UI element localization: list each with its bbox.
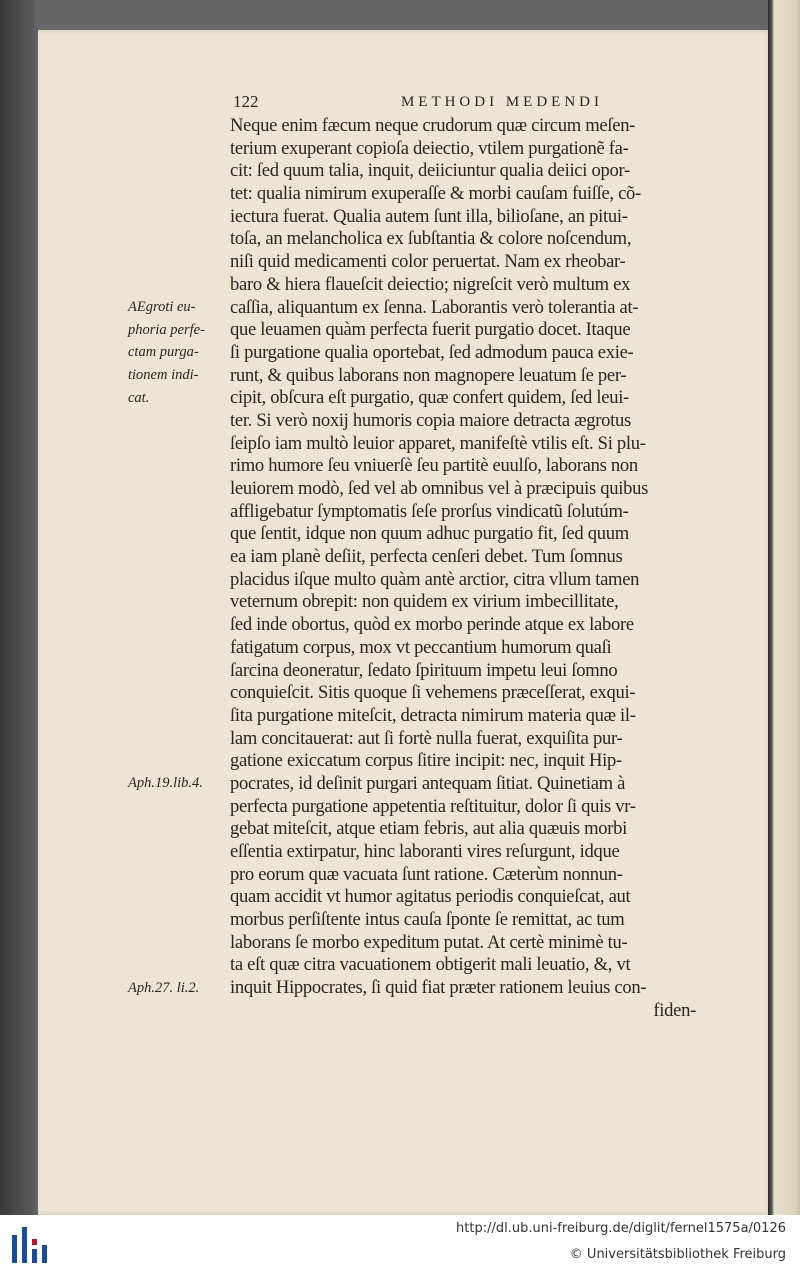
text-line: cipit, obſcura eſt purgatio, quæ confert quidem, ſed leui- bbox=[230, 387, 629, 409]
copyright-credit: © Universitätsbibliothek Freiburg bbox=[569, 1247, 786, 1262]
text-line: ſeipſo iam multò leuior apparet, manifeſtè vtilis eſt. Si plu- bbox=[230, 432, 646, 454]
body-text bbox=[230, 115, 700, 1023]
text-line: lam concitauerat: aut ſi fortè nulla fuerat, exquiſita pur- bbox=[230, 727, 623, 749]
margin-note-line: AEgroti eu- bbox=[128, 299, 196, 315]
text-line: niſi quid medicamenti color peruertat. Nam ex rheobar- bbox=[230, 251, 626, 273]
text-line: conquieſcit. Sitis quoque ſi vehemens præceſſerat, exqui- bbox=[230, 682, 636, 704]
margin-note-line: phoria perfe- bbox=[128, 321, 205, 338]
text-line: ſed inde obortus, quòd ex morbo perinde atque ex labore bbox=[230, 614, 634, 636]
footer-bar bbox=[0, 1215, 800, 1273]
text-line: ſita purgatione miteſcit, detracta nimirum materia quæ il- bbox=[230, 704, 636, 726]
text-line: que ſentit, idque non quum adhuc purgatio fit, ſed quum bbox=[230, 523, 629, 545]
text-line: cit: ſed quum talia, inquit, deiiciuntur qualia deiici opor- bbox=[230, 160, 630, 182]
text-line: eſſentia extirpatur, hinc laboranti vires reſurgunt, idque bbox=[230, 841, 620, 862]
margin-note-aph-27 bbox=[128, 977, 228, 1000]
text-line: veternum obrepit: non quidem ex virium imbecillitate, bbox=[230, 591, 619, 613]
text-line: toſa, an melancholica ex ſubſtantia & colore noſcendum, bbox=[230, 228, 632, 250]
margin-note-aegroti bbox=[128, 296, 228, 410]
text-line: affligebatur ſymptomatis ſeſe prorſus vindicatũ ſolutúm- bbox=[230, 500, 629, 522]
text-line: pro eorum quæ vacuata ſunt ratione. Cæterùm nonnun- bbox=[230, 863, 623, 885]
page-number: 122 bbox=[233, 92, 259, 111]
running-title: METHODI MEDENDI bbox=[400, 93, 603, 110]
text-line: perfecta purgatione appetentia reſtituitur, dolor ſi quis vr- bbox=[230, 795, 636, 817]
catchword: fiden- bbox=[653, 999, 696, 1021]
text-line: ea iam planè deſiit, perfecta cenſeri debet. Tum ſomnus bbox=[230, 546, 623, 568]
page-header bbox=[233, 90, 703, 114]
text-line: runt, & quibus laborans non magnopere leuatum ſe per- bbox=[230, 364, 627, 386]
text-line: ta eſt quæ citra vacuationem obtigerit mali leuatio, &, vt bbox=[230, 954, 631, 976]
text-line: laborans ſe morbo expeditum putat. At certè minimè tu- bbox=[230, 931, 628, 953]
text-line: ter. Si verò noxij humoris copia maiore detracta ægrotus bbox=[230, 409, 631, 431]
text-line: ſarcina deoneratur, ſedato ſpirituum impetu leui ſomno bbox=[230, 659, 618, 681]
margin-note-aph-19 bbox=[128, 772, 228, 795]
text-line: gebat miteſcit, atque etiam febris, aut alia quæuis morbi bbox=[230, 818, 628, 840]
text-line: terium exuperant copioſa deiectio, vtilem purgationẽ fa- bbox=[230, 137, 629, 159]
text-line: placidus iſque multo quàm antè arctior, citra vllum tamen bbox=[230, 568, 640, 590]
margin-note-line: Aph.27. li.2. bbox=[128, 980, 200, 996]
margin-note-line: Aph.19.lib.4. bbox=[128, 775, 203, 791]
text-line: quam accidit vt humor agitatus periodis conquieſcat, aut bbox=[230, 886, 631, 908]
margin-note-line: tionem indi- bbox=[128, 367, 199, 384]
library-logo-icon bbox=[8, 1225, 50, 1267]
margin-note-line: cat. bbox=[128, 389, 150, 406]
text-line: rimo humore ſeu vniuerſè ſeu partitè euulſo, laborans non bbox=[230, 455, 638, 477]
text-line: que leuamen quàm perfecta fuerit purgatio docet. Itaque bbox=[230, 319, 631, 341]
text-line: fatigatum corpus, mox vt peccantium humorum quaſi bbox=[230, 636, 612, 658]
text-line: gatione exiccatum corpus ſitire incipit: nec, inquit Hip- bbox=[230, 750, 622, 772]
text-line: iectura fuerat. Qualia autem ſunt illa, bilioſane, an pitui- bbox=[230, 205, 628, 227]
text-line: pocrates, id deſinit purgari antequam ſitiat. Quinetiam à bbox=[230, 772, 626, 794]
text-line: morbus perſiſtente intus cauſa ſponte ſe remittat, ac tum bbox=[230, 909, 625, 931]
text-line: Neque enim fæcum neque crudorum quæ circum meſen- bbox=[230, 115, 636, 136]
text-line: caſſia, aliquantum ex ſenna. Laborantis verò tolerantia at- bbox=[230, 296, 639, 318]
text-line: ſi purgatione qualia oportebat, ſed admodum pauca exie- bbox=[230, 341, 634, 363]
text-line: leuiorem modò, ſed vel ab omnibus vel à præcipuis quibus bbox=[230, 478, 649, 499]
text-line: inquit Hippocrates, ſi quid fiat præter rationem leuius con- bbox=[230, 977, 647, 999]
facing-page-edge bbox=[768, 0, 800, 1215]
text-line: tet: qualia nimirum exuperaſſe & morbi cauſam fuiſſe, cõ- bbox=[230, 183, 641, 205]
text-line: baro & hiera flaueſcit deiectio; nigreſcit verò multum ex bbox=[230, 273, 631, 295]
margin-note-line: ctam purga- bbox=[128, 344, 199, 361]
page-url-link[interactable]: http://dl.ub.uni-freiburg.de/diglit/fernel1575a/0126 bbox=[456, 1221, 786, 1236]
